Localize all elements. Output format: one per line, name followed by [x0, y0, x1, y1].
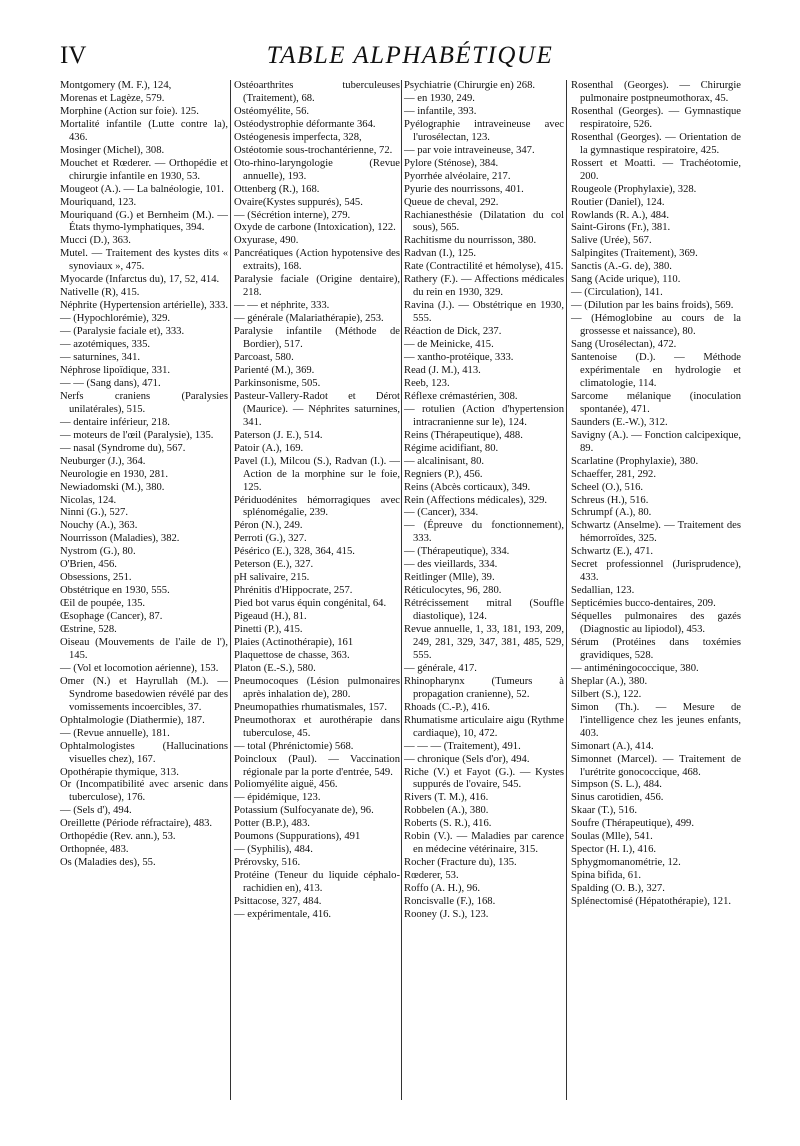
index-entry: — dentaire inférieur, 218.	[60, 416, 170, 428]
index-entry: Ophtalmologie (Diathermie), 187.	[60, 714, 205, 726]
index-entry: Pigeaud (H.), 81.	[234, 611, 307, 623]
index-entry: Montgomery (M. F.), 124,	[60, 80, 172, 91]
index-entry: Oiseau (Mouvements de l'aile de l'), 145.	[60, 636, 228, 661]
index-entry: Rachianesthésie (Dilatation du col sous), 565.	[404, 209, 564, 234]
index-entry: Nativelle (R), 415.	[60, 287, 140, 299]
index-entry: Spina bifida, 61.	[571, 870, 642, 882]
index-entry: Rivers (T. M.), 416.	[404, 792, 489, 804]
index-entry: Pinetti (P.), 415.	[234, 624, 303, 636]
index-entry: Sarcome mélanique (inoculation spontanée), 471.	[571, 390, 741, 415]
index-entry: Patoir (A.), 169.	[234, 442, 304, 454]
index-entry: Œstrine, 528.	[60, 624, 117, 636]
index-entry: Reitlinger (Mlle), 39.	[404, 572, 495, 584]
index-entry: Savigny (A.). — Fonction calcipexique, 89.	[571, 429, 741, 454]
index-entry: — en 1930, 249.	[404, 92, 475, 104]
index-entry: Ostéotomie sous-trochantérienne, 72.	[234, 144, 393, 156]
index-entry: Spector (H. I.), 416.	[571, 844, 657, 856]
index-entry: Plaies (Actinothérapie), 161	[234, 636, 354, 648]
index-entry: — xantho-protéique, 333.	[404, 352, 514, 364]
index-entry: Rœderer, 53.	[404, 870, 459, 882]
index-entry: Pavel (I.), Milcou (S.), Radvan (I.). — Action de la morphine sur le foie, 125.	[234, 455, 400, 493]
index-entry: O'Brien, 456.	[60, 559, 117, 571]
index-entry: Ostéomyélite, 56.	[234, 105, 310, 117]
index-entry: Protéine (Teneur du liquide céphalo-rachidien en), 413.	[234, 870, 400, 895]
index-entry: Nystrom (G.), 80.	[60, 546, 136, 558]
index-entry: Rein (Affections médicales), 329.	[404, 494, 548, 506]
index-entry: Pneumothorax et aurothérapie dans tuberculose, 45.	[234, 714, 400, 739]
index-entry: Parcoast, 580.	[234, 352, 294, 364]
index-entry: Nicolas, 124.	[60, 494, 117, 506]
index-entry: — (Sécrétion interne), 279.	[234, 209, 351, 221]
index-entry: Ottenberg (R.), 168.	[234, 183, 320, 195]
index-entry: Nerfs craniens (Paralysies unilatérales), 515.	[60, 390, 228, 415]
column-divider	[401, 80, 402, 1100]
index-entry: — — — (Traitement), 491.	[404, 740, 521, 752]
index-entry: Œsophage (Cancer), 87.	[60, 611, 163, 623]
index-entry: Mucci (D.), 363.	[60, 235, 131, 247]
index-entry: Régime acidifiant, 80.	[404, 442, 499, 454]
index-entry: Ostéogenesis imperfecta, 328,	[234, 131, 362, 143]
index-entry: Rate (Contractilité et hémolyse), 415.	[404, 261, 564, 273]
index-entry: — (Cancer), 334.	[404, 507, 479, 519]
index-entry: Secret professionnel (Jurisprudence), 433.	[571, 559, 741, 584]
index-entry: Ovaire(Kystes suppurés), 545.	[234, 196, 363, 208]
index-entry: Oto-rhino-laryngologie (Revue annuelle), 193.	[234, 157, 400, 182]
index-entry: — générale, 417.	[404, 662, 477, 674]
index-entry: Péron (N.), 249.	[234, 520, 303, 532]
index-entry: Omer (N.) et Hayrullah (M.). — Syndrome basedowien révélé par des vomissements incoercibles, 37.	[60, 675, 228, 713]
index-entry: Oxyde de carbone (Intoxication), 122.	[234, 222, 396, 234]
index-entry: Sang (Urosélectan), 472.	[571, 339, 677, 351]
index-entry: Pylore (Sténose), 384.	[404, 157, 499, 169]
index-entry: Sedallian, 123.	[571, 585, 635, 597]
index-entry: Or (Incompatibilité avec arsenic dans tuberculose), 176.	[60, 779, 228, 804]
column-divider	[566, 80, 567, 1100]
index-entry: Orthopédie (Rev. ann.), 53.	[60, 831, 176, 843]
index-entry: Read (J. M.), 413.	[404, 364, 481, 376]
index-entry: — (Circulation), 141.	[571, 287, 663, 299]
index-entry: Paterson (J. E.), 514.	[234, 429, 323, 441]
index-entry: Mutel. — Traitement des kystes dits « synoviaux », 475.	[60, 248, 228, 273]
index-entry: Obsessions, 251.	[60, 572, 132, 584]
index-entry: Séquelles pulmonaires des gazés (Diagnostic au lipiodol), 453.	[571, 611, 741, 636]
index-entry: Rhinopharynx (Tumeurs à propagation cranienne), 52.	[404, 675, 564, 700]
index-entry: Phrénitis d'Hippocrate, 257.	[234, 585, 353, 597]
index-entry: Oxyurase, 490.	[234, 235, 299, 247]
index-entry: Poumons (Suppurations), 491	[234, 831, 361, 843]
index-entry: Santenoise (D.). — Méthode expérimentale en hydrologie et climatologie, 114.	[571, 352, 741, 389]
index-entry: Sinus carotidien, 456.	[571, 792, 664, 804]
index-entry: Schreus (H.), 516.	[571, 494, 649, 506]
index-entry: — — et néphrite, 333.	[234, 300, 330, 312]
index-entry: Skaar (T.), 516.	[571, 805, 637, 817]
index-entry: Rhumatisme articulaire aigu (Rythme cardiaque), 10, 472.	[404, 714, 564, 739]
index-entry: Salive (Urée), 567.	[571, 235, 652, 247]
index-entry: Rowlands (R. A.), 484.	[571, 209, 669, 221]
column-divider	[230, 80, 231, 1100]
index-entry: — générale (Malariathérapie), 253.	[234, 313, 384, 325]
index-entry: Prérovsky, 516.	[234, 857, 301, 869]
index-entry: — (Hémoglobine au cours de la grossesse et naissance), 80.	[571, 313, 741, 338]
index-entry: Œil de poupée, 135.	[60, 598, 146, 610]
index-entry: Septicémies bucco-dentaires, 209.	[571, 598, 716, 610]
index-entry: Saunders (E.-W.), 312.	[571, 416, 668, 428]
index-entry: Mosinger (Michel), 308.	[60, 144, 165, 156]
index-entry: Schwartz (E.), 471.	[571, 546, 654, 558]
index-entry: — expérimentale, 416.	[234, 909, 332, 920]
index-entry: Robbelen (A.), 380.	[404, 805, 489, 817]
index-entry: Spalding (O. B.), 327.	[571, 883, 665, 895]
index-entry: Plaquettose de chasse, 363.	[234, 649, 350, 661]
index-entry: Roffo (A. H.), 96.	[404, 883, 481, 895]
index-entry: Os (Maladies des), 55.	[60, 857, 156, 869]
index-entry: Ophtalmologistes (Hallucinations visuelles chez), 167.	[60, 740, 228, 765]
index-entry: Rosenthal (Georges). — Chirurgie pulmonaire postpneumothorax, 45.	[571, 80, 741, 104]
index-entry: Oreillette (Période réfractaire), 483.	[60, 818, 213, 830]
index-entry: Nouchy (A.), 363.	[60, 520, 138, 532]
index-entry: Reeb, 123.	[404, 377, 450, 389]
index-entry: Pésérico (E.), 328, 364, 415.	[234, 546, 355, 558]
index-entry: — saturnines, 341.	[60, 352, 141, 364]
index-entry: Réflexe crémastérien, 308.	[404, 390, 518, 402]
index-entry: Mouriquand, 123.	[60, 196, 137, 208]
index-entry: Mouriquand (G.) et Bernheim (M.). — États thymo-lymphatiques, 394.	[60, 209, 228, 234]
index-entry: Scarlatine (Prophylaxie), 380.	[571, 455, 699, 467]
index-entry: Peterson (E.), 327.	[234, 559, 314, 571]
page-number: IV	[60, 42, 87, 69]
index-entry: Orthopnée, 483.	[60, 844, 129, 856]
index-entry: Rocher (Fracture du), 135.	[404, 857, 517, 869]
index-entry: Pied bot varus équin congénital, 64.	[234, 598, 387, 610]
index-entry: Rosenthal (Georges). — Gymnastique respiratoire, 526.	[571, 105, 741, 130]
index-entry: Radvan (I.), 125.	[404, 248, 477, 260]
index-entry: Neurologie en 1930, 281.	[60, 468, 168, 480]
index-entry: Néphrose lipoïdique, 331.	[60, 364, 171, 376]
index-entry: Scheel (O.), 516.	[571, 481, 644, 493]
index-entry: — (Épreuve du fonctionnement), 333.	[404, 520, 564, 545]
index-entry: Paralysie infantile (Méthode de Bordier), 517.	[234, 326, 400, 351]
index-entry: Sang (Acide urique), 110.	[571, 274, 681, 286]
index-column-1	[60, 80, 228, 870]
index-entry: Soulas (Mlle), 541.	[571, 831, 653, 843]
index-entry: Pyélographie intraveineuse avec l'urosélectan, 123.	[404, 118, 564, 143]
index-entry: Sérum (Protéines dans toxémies gravidiques, 528.	[571, 636, 741, 661]
index-entry: Saint-Girons (Fr.), 381.	[571, 222, 671, 234]
index-entry: — des vieillards, 334.	[404, 559, 498, 571]
index-entry: Myocarde (Infarctus du), 17, 52, 414.	[60, 274, 220, 286]
index-entry: — (Paralysie faciale et), 333.	[60, 326, 185, 338]
index-entry: Salpingites (Traitement), 369.	[571, 248, 698, 260]
index-entry: — de Meinicke, 415.	[404, 339, 494, 351]
index-entry: Pancréatiques (Action hypotensive des extraits), 168.	[234, 248, 400, 273]
index-entry: Schrumpf (A.), 80.	[571, 507, 652, 519]
index-entry: — (Dilution par les bains froids), 569.	[571, 300, 734, 312]
index-entry: Pneumocoques (Lésion pulmonaires après inhalation de), 280.	[234, 675, 400, 700]
index-entry: — (Thérapeutique), 334.	[404, 546, 510, 558]
index-column-3	[404, 80, 564, 922]
index-column-2	[234, 80, 400, 922]
index-entry: — (Hypochlorémie), 329.	[60, 313, 171, 325]
index-entry: Simonart (A.), 414.	[571, 740, 654, 752]
index-entry: Simpson (S. L.), 484.	[571, 779, 662, 791]
index-entry: Simonnet (Marcel). — Traitement de l'urétrite gonococcique, 468.	[571, 753, 741, 778]
index-entry: Psychiatrie (Chirurgie en) 268.	[404, 80, 536, 91]
index-entry: Mortalité infantile (Lutte contre la), 436.	[60, 118, 228, 143]
index-entry: Splénectomisé (Hépatothérapie), 121.	[571, 896, 732, 908]
index-entry: — (Revue annuelle), 181.	[60, 727, 170, 739]
index-entry: Rooney (J. S.), 123.	[404, 909, 489, 920]
index-entry: Mouchet et Rœderer. — Orthopédie et chirurgie infantile en 1930, 53.	[60, 157, 228, 182]
index-entry: Robin (V.). — Maladies par carence en médecine vétérinaire, 315.	[404, 831, 564, 856]
index-entry: Paralysie faciale (Origine dentaire), 218.	[234, 274, 400, 299]
index-entry: Potassium (Sulfocyanate de), 96.	[234, 805, 374, 817]
index-entry: Réaction de Dick, 237.	[404, 326, 502, 338]
index-entry: Poliomyélite aiguë, 456.	[234, 779, 338, 791]
index-entry: Perroti (G.), 327.	[234, 533, 307, 545]
index-entry: — azotémiques, 335.	[60, 339, 151, 351]
index-entry: Morphine (Action sur foie). 125.	[60, 105, 199, 117]
index-entry: Psittacose, 327, 484.	[234, 896, 322, 908]
index-entry: Newiadomski (M.), 380.	[60, 481, 165, 493]
index-entry: — antiméningococcique, 380.	[571, 662, 699, 674]
index-entry: Néphrite (Hypertension artérielle), 333.	[60, 300, 228, 312]
index-entry: — rotulien (Action d'hypertension intracranienne sur le), 124.	[404, 403, 564, 428]
index-entry: Riche (V.) et Fayot (G.). — Kystes suppurés de l'ovaire, 545.	[404, 766, 564, 791]
index-entry: — (Syphilis), 484.	[234, 844, 313, 856]
index-entry: Pyurie des nourrissons, 401.	[404, 183, 524, 195]
index-entry: Revue annuelle, 1, 33, 181, 193, 209, 249, 281, 329, 347, 381, 485, 529, 555.	[404, 624, 564, 661]
index-entry: Pyorrhée alvéolaire, 217.	[404, 170, 511, 182]
index-entry: Poincloux (Paul). — Vaccination régionale par la porte d'entrée, 549.	[234, 753, 400, 778]
index-entry: Rougeole (Prophylaxie), 328.	[571, 183, 697, 195]
index-entry: Neuburger (J.), 364.	[60, 455, 146, 467]
index-entry: — moteurs de l'œil (Paralysie), 135.	[60, 429, 214, 441]
page-header	[60, 42, 760, 82]
index-entry: Sanctis (A.-G. de), 380.	[571, 261, 672, 273]
index-entry: Ravina (J.). — Obstétrique en 1930, 555.	[404, 300, 564, 325]
index-entry: Platon (E.-S.), 580.	[234, 662, 316, 674]
index-entry: Sphygmomanométrie, 12.	[571, 857, 681, 869]
page-title: TABLE ALPHABÉTIQUE	[266, 42, 554, 69]
index-entry: Rathery (F.). — Affections médicales du rein en 1930, 329.	[404, 274, 564, 299]
index-entry: — épidémique, 123.	[234, 792, 321, 804]
index-entry: Ostéodystrophie déformante 364.	[234, 118, 376, 130]
index-entry: Rossert et Moatti. — Trachéotomie, 200.	[571, 157, 741, 182]
index-entry: Périduodénites hémorragiques avec splénomégalie, 239.	[234, 494, 400, 519]
index-entry: Réticulocytes, 96, 280.	[404, 585, 502, 597]
index-entry: Parienté (M.), 369.	[234, 364, 315, 376]
index-column-4	[571, 80, 741, 909]
index-entry: — chronique (Sels d'or), 494.	[404, 753, 530, 765]
index-entry: — par voie intraveineuse, 347.	[404, 144, 535, 156]
index-entry: Ninni (G.), 527.	[60, 507, 128, 519]
index-entry: — — (Sang dans), 471.	[60, 377, 161, 389]
index-entry: Reins (Thérapeutique), 488.	[404, 429, 523, 441]
index-entry: Schaeffer, 281, 292.	[571, 468, 656, 480]
index-entry: Silbert (S.), 122.	[571, 688, 642, 700]
index-entry: Opothérapie thymique, 313.	[60, 766, 179, 778]
index-entry: Queue de cheval, 292.	[404, 196, 499, 208]
index-entry: Schwartz (Anselme). — Traitement des hémorroïdes, 325.	[571, 520, 741, 545]
index-entry: Reins (Abcès corticaux), 349.	[404, 481, 531, 493]
index-entry: Sheplar (A.), 380.	[571, 675, 648, 687]
index-entry: Rachitisme du nourrisson, 380.	[404, 235, 537, 247]
index-entry: pH salivaire, 215.	[234, 572, 310, 584]
index-entry: Obstétrique en 1930, 555.	[60, 585, 170, 597]
index-entry: — infantile, 393.	[404, 105, 477, 117]
index-entry: Routier (Daniel), 124.	[571, 196, 665, 208]
index-entry: — (Vol et locomotion aérienne), 153.	[60, 662, 219, 674]
index-entry: — (Sels d'), 494.	[60, 805, 132, 817]
index-entry: Rhoads (C.-P.), 416.	[404, 701, 490, 713]
index-entry: Mougeot (A.). — La balnéologie, 101.	[60, 183, 224, 195]
index-entry: Pasteur-Vallery-Radot et Dérot (Maurice). — Néphrites saturnines, 341.	[234, 390, 400, 428]
index-entry: Pneumopathies rhumatismales, 157.	[234, 701, 387, 713]
index-entry: Nourrisson (Maladies), 382.	[60, 533, 180, 545]
index-entry: Morenas et Lagèze, 579.	[60, 92, 165, 104]
index-entry: Rétrécissement mitral (Souffle diastolique), 124.	[404, 598, 564, 623]
index-entry: — nasal (Syndrome du), 567.	[60, 442, 186, 454]
index-entry: Ostéoarthrites tuberculeuses (Traitement), 68.	[234, 80, 400, 104]
index-entry: Roberts (S. R.), 416.	[404, 818, 492, 830]
index-entry: Rosenthal (Georges). — Orientation de la gymnastique respiratoire, 425.	[571, 131, 741, 156]
index-entry: Potter (B.P.), 483.	[234, 818, 310, 830]
index-entry: Parkinsonisme, 505.	[234, 377, 321, 389]
index-entry: — total (Phrénictomie) 568.	[234, 740, 354, 752]
index-entry: Soufre (Thérapeutique), 499.	[571, 818, 694, 830]
index-entry: Roncisvalle (F.), 168.	[404, 896, 496, 908]
index-entry: Simon (Th.). — Mesure de l'intelligence chez les jeunes enfants, 403.	[571, 701, 741, 739]
index-entry: Regniers (P.), 456.	[404, 468, 483, 480]
index-entry: — alcalinisant, 80.	[404, 455, 485, 467]
